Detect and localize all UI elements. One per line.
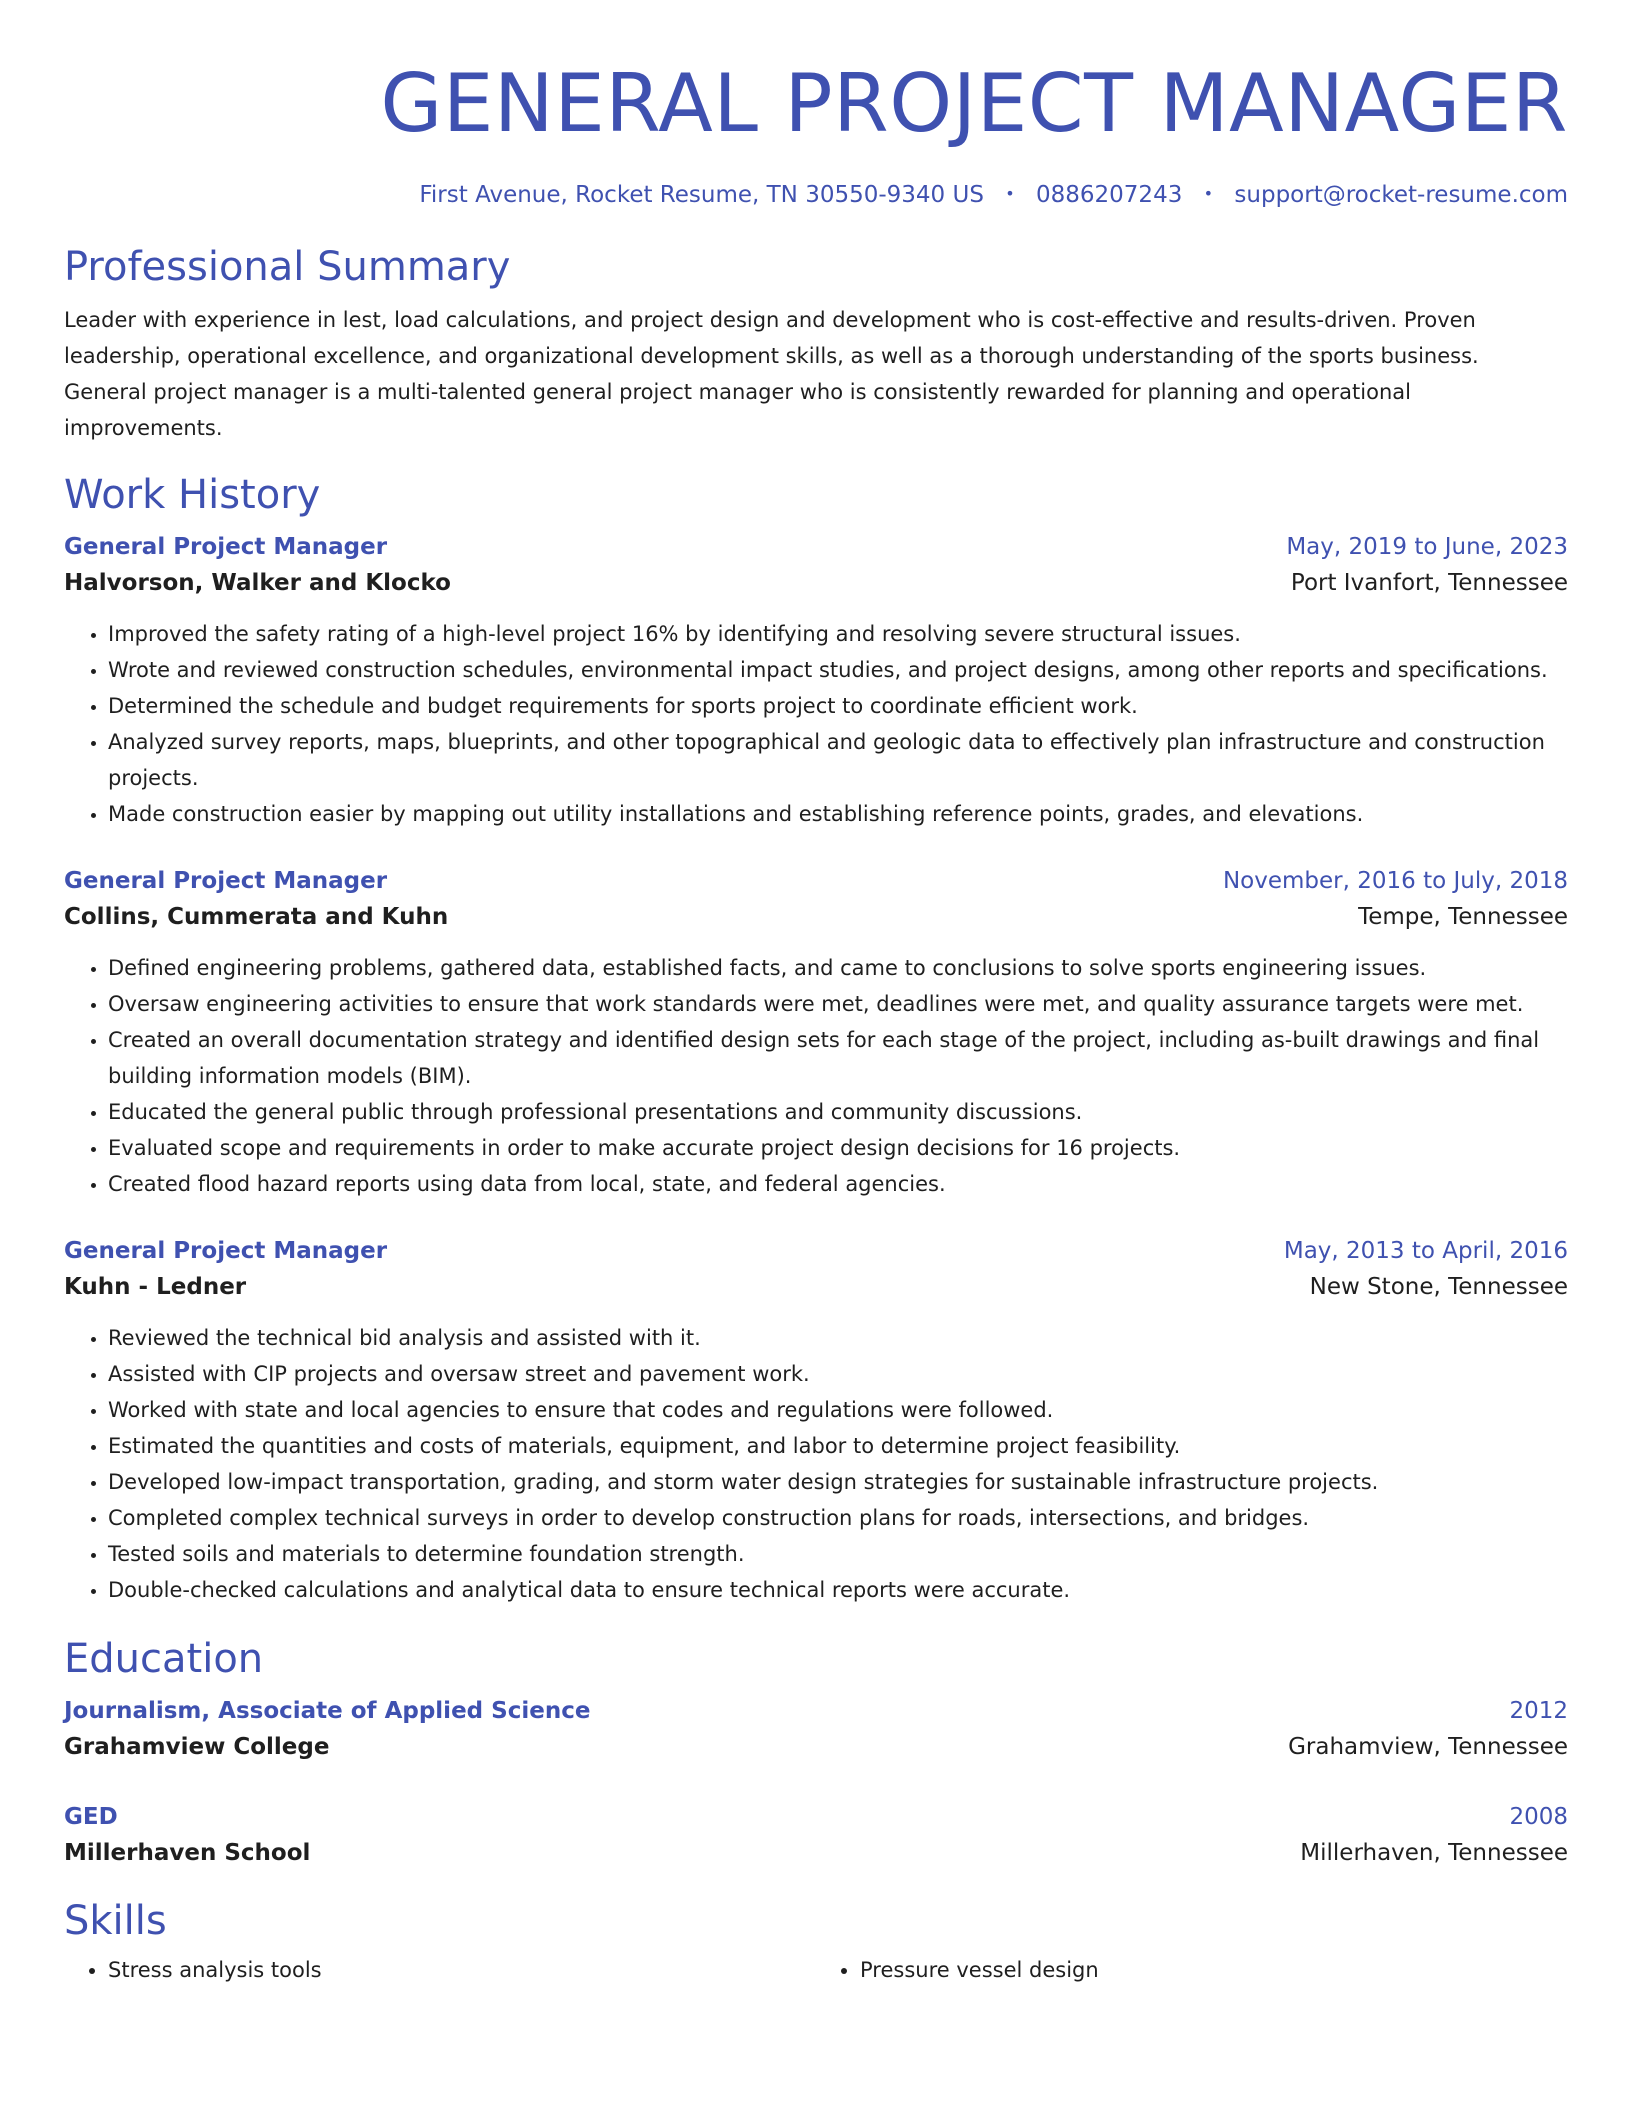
job-company: Kuhn - Ledner (64, 1274, 247, 1300)
skills-left-column (64, 1952, 816, 1988)
job-bullet: • Created flood hazard reports using data from local, state, and federal agencies. (108, 1166, 1568, 1202)
candidate-title: GENERAL PROJECT MANAGER (380, 57, 1568, 150)
job-dates: May, 2019 to June, 2023 (1286, 534, 1568, 560)
job-bullet: • Made construction easier by mapping out utility installations and establishing reference points, grades, and elevations. (108, 796, 1568, 832)
job-title: General Project Manager (64, 868, 388, 894)
job-bullet: • Improved the safety rating of a high-level project 16% by identifying and resolving severe structural issues. (108, 616, 1568, 652)
job-entry (64, 1234, 1568, 1608)
education-entry (64, 1800, 1568, 1872)
job-bullet: • Analyzed survey reports, maps, blueprints, and other topographical and geologic data to effectively plan infrastructure and construction projects. (108, 724, 1568, 796)
skills-section (64, 1896, 1568, 1988)
summary-heading: Professional Summary (64, 244, 511, 290)
skills-columns (64, 1952, 1568, 1988)
education-location: Grahamview, Tennessee (1288, 1734, 1568, 1760)
job-bullet: • Completed complex technical surveys in order to develop construction plans for roads, intersections, and bridges. (108, 1500, 1568, 1536)
job-bullets (64, 950, 1568, 1202)
job-location: Tempe, Tennessee (1358, 904, 1568, 930)
job-bullet: • Wrote and reviewed construction schedules, environmental impact studies, and project designs, among other reports and specifications. (108, 652, 1568, 688)
job-bullet: • Double-checked calculations and analytical data to ensure technical reports were accurate. (108, 1572, 1568, 1608)
summary-section (64, 242, 1568, 446)
summary-text: Leader with experience in lest, load calculations, and project design and development who is cost-effective and results-driven. Proven leadership, operational excellence, and organizational development skills, as well as a thorough understanding of the sports business. General project manager is a multi-talented general project manager who is consistently rewarded for planning and operational improvements. (64, 308, 1479, 440)
job-bullet: • Determined the schedule and budget requirements for sports project to coordinate efficient work. (108, 688, 1568, 724)
job-title: General Project Manager (64, 1238, 388, 1264)
contact-separator: • (1203, 184, 1214, 203)
education-degree: Journalism, Associate of Applied Science (64, 1698, 591, 1724)
contact-email[interactable]: support@rocket-resume.com (1234, 182, 1568, 208)
education-school: Grahamview College (64, 1734, 330, 1760)
contact-address: First Avenue, Rocket Resume, TN 30550-9340 US (419, 182, 984, 208)
job-bullets (64, 1320, 1568, 1608)
job-entry (64, 864, 1568, 1202)
work-history-heading: Work History (64, 472, 321, 518)
skill-item: • Pressure vessel design (860, 1952, 1568, 1988)
work-history-section (64, 470, 1568, 1608)
education-year: 2012 (1509, 1698, 1568, 1724)
job-dates: May, 2013 to April, 2016 (1283, 1238, 1568, 1264)
job-bullet: • Tested soils and materials to determine foundation strength. (108, 1536, 1568, 1572)
education-school: Millerhaven School (64, 1840, 311, 1866)
job-bullet: • Estimated the quantities and costs of materials, equipment, and labor to determine project feasibility. (108, 1428, 1568, 1464)
job-bullet: • Defined engineering problems, gathered data, established facts, and came to conclusions to solve sports engineering issues. (108, 950, 1568, 986)
job-bullet: • Assisted with CIP projects and oversaw street and pavement work. (108, 1356, 1568, 1392)
job-location: Port Ivanfort, Tennessee (1290, 570, 1568, 596)
education-entry (64, 1694, 1568, 1766)
job-bullet: • Developed low-impact transportation, grading, and storm water design strategies for sustainable infrastructure projects. (108, 1464, 1568, 1500)
education-section (64, 1634, 1568, 1872)
contact-phone: 0886207243 (1036, 182, 1183, 208)
job-bullet: • Reviewed the technical bid analysis and assisted with it. (108, 1320, 1568, 1356)
job-title: General Project Manager (64, 534, 388, 560)
skills-heading: Skills (64, 1898, 167, 1944)
job-bullet: • Created an overall documentation strategy and identified design sets for each stage of the project, including as-built drawings and final building information models (BIM). (108, 1022, 1568, 1094)
education-location: Millerhaven, Tennessee (1300, 1840, 1568, 1866)
education-degree: GED (64, 1804, 118, 1830)
skills-right-column (816, 1952, 1568, 1988)
job-entry (64, 530, 1568, 832)
job-bullet: • Evaluated scope and requirements in order to make accurate project design decisions for 16 projects. (108, 1130, 1568, 1166)
skill-item: • Stress analysis tools (108, 1952, 816, 1988)
job-company: Collins, Cummerata and Kuhn (64, 904, 449, 930)
job-dates: November, 2016 to July, 2018 (1222, 868, 1568, 894)
job-bullet: • Worked with state and local agencies to ensure that codes and regulations were followed. (108, 1392, 1568, 1428)
contact-line (64, 180, 1568, 212)
resume-page (64, 0, 1568, 1988)
education-year: 2008 (1509, 1804, 1568, 1830)
education-heading: Education (64, 1636, 264, 1682)
job-bullets (64, 616, 1568, 832)
contact-separator: • (1005, 184, 1015, 203)
job-location: New Stone, Tennessee (1309, 1274, 1568, 1300)
job-company: Halvorson, Walker and Klocko (64, 570, 451, 596)
resume-header (64, 0, 1568, 212)
job-bullet: • Oversaw engineering activities to ensure that work standards were met, deadlines were met, and quality assurance targets were met. (108, 986, 1568, 1022)
job-bullet: • Educated the general public through professional presentations and community discussions. (108, 1094, 1568, 1130)
